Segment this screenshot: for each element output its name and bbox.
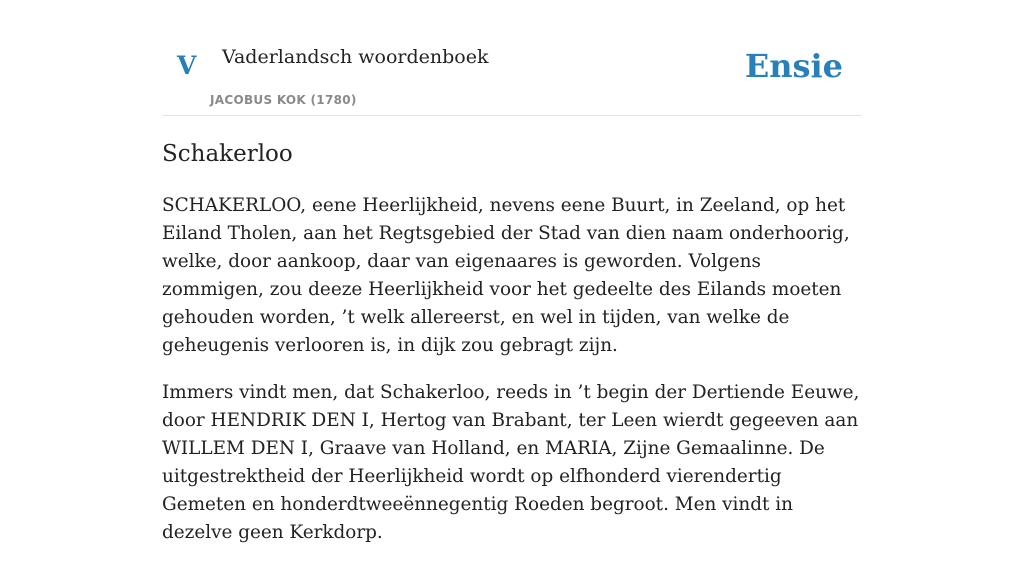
article-paragraph-1: SCHAKERLOO, eene Heerlijkheid, nevens eene Buurt, in Zeeland, op het Eiland Tholen, aan het Regtsgebied der Stad van dien naam onderhoorig, welke, door aankoop, daar van eigenaares is geworden. Volgens zommigen, zou deeze Heerlijkheid voor het gedeelte des Eilands moeten gehouden worden, ’t welk allereerst, en wel in tijden, van welke de geheugenis verlooren is, in dijk zou gebragt zijn. <box>162 195 850 356</box>
entry-title: Schakerloo <box>162 141 293 167</box>
site-header <box>162 0 862 116</box>
entry-article <box>162 192 862 566</box>
book-author: JACOBUS KOK (1780) <box>210 93 357 107</box>
article-paragraph-2: Immers vindt men, dat Schakerloo, reeds in ’t begin der Dertiende Eeuwe, door HENDRIK DEN I, Hertog van Brabant, ter Leen wierdt gegeeven aan WILLEM DEN I, Graave van Holland, en MARIA, Zijne Gemaalinne. De uitgestrektheid der Heerlijkheid wordt op elfhonderd vierendertig Gemeten en honderdtweeënnegentig Roeden begroot. Men vindt in dezelve geen Kerkdorp. <box>162 382 860 543</box>
book-letter-icon[interactable]: V <box>177 51 197 80</box>
book-title-link[interactable]: Vaderlandsch woordenboek <box>222 46 489 68</box>
brand-logo[interactable]: Ensie <box>744 47 843 85</box>
